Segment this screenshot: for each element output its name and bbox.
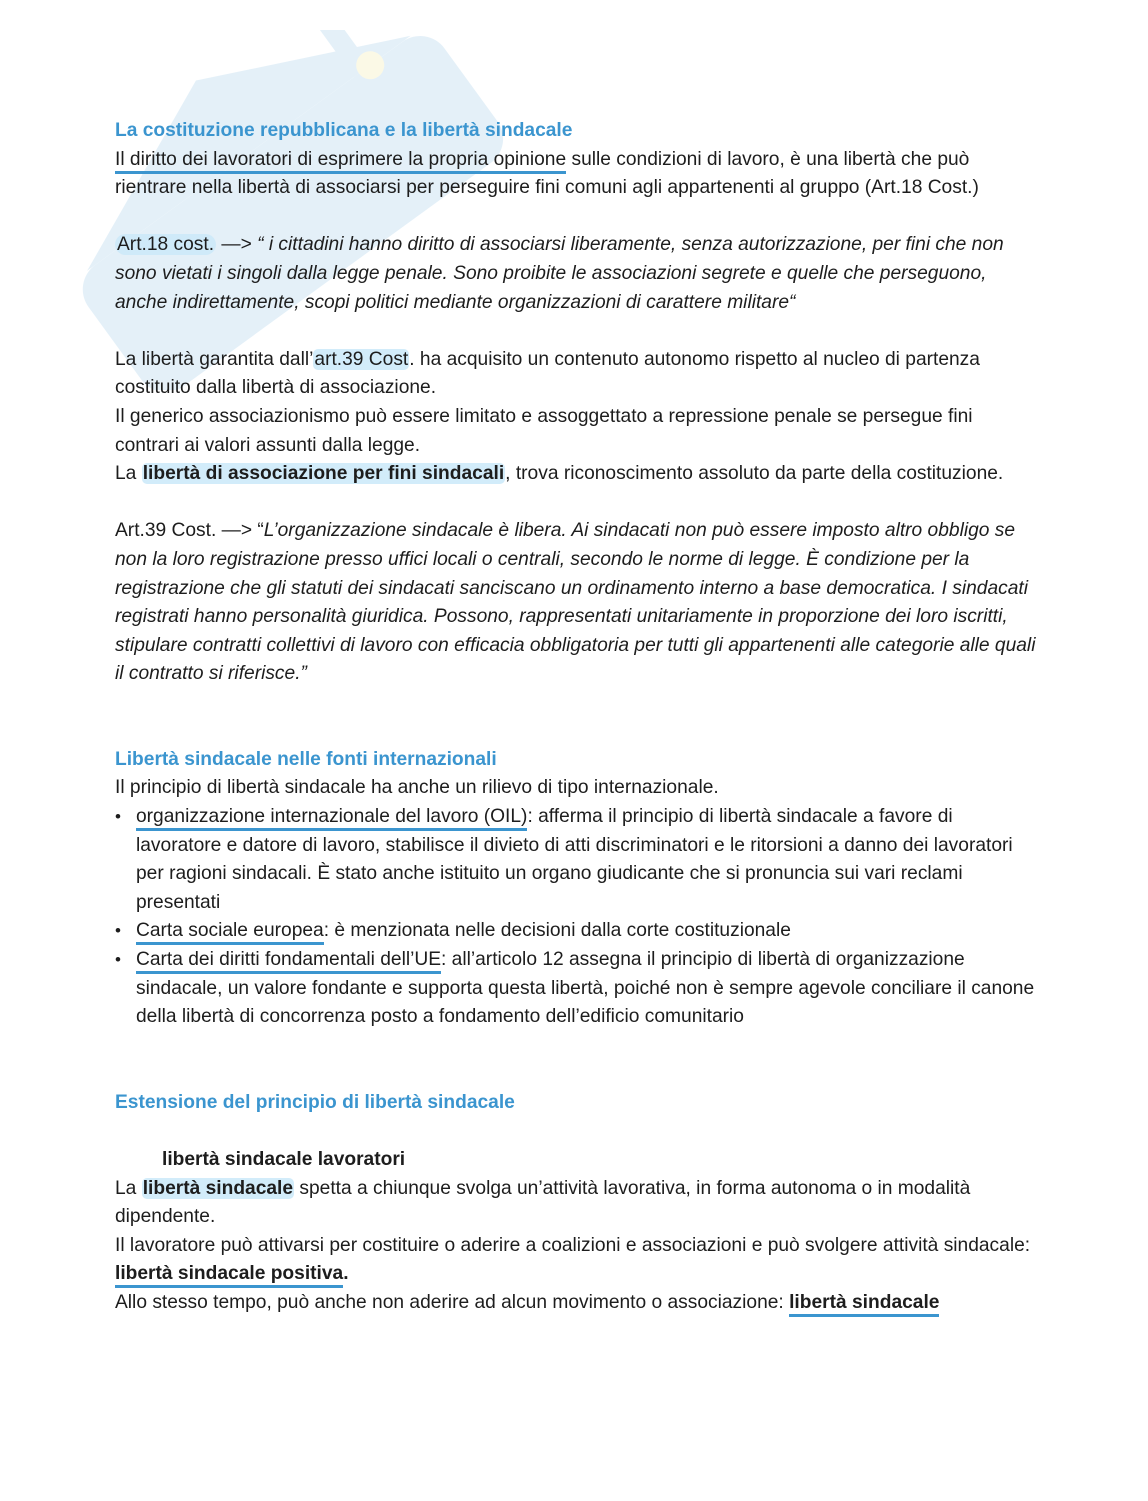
paragraph-associazionismo: Il generico associazionismo può essere limitato e assoggettato a repressione penale se persegue fini contrari ai valori assunti dalla legge.	[115, 405, 973, 456]
art39-quote-paragraph: Art.39 Cost. —> “L’organizzazione sindacale è libera. Ai sindacati non può essere imposto altro obbligo se non la loro registrazione presso uffici locali o centrali, secondo le norme di legge. È condizione per la registrazione che gli statuti dei sindacati sanciscano un ordinamento interno a base democratica. I sindacati registrati hanno personalità giuridica. Possono, rappresentati unitariamente in proporzione dei loro iscritti, stipulare contratti collettivi di lavoro con efficacia obbligatoria per tutti gli appartenenti alle categorie alle quali il contratto si riferisce.”	[115, 520, 1036, 685]
paragraph-diritto-lavoratori: Il diritto dei lavoratori di esprimere la propria opinione sulle condizioni di lavoro, è una libertà che può rientrare nella libertà di associarsi per perseguire fini comuni agli appartenenti al gruppo (Art.18 Cost.)	[115, 148, 979, 199]
art18-quote-paragraph: Art.18 cost. —> “ i cittadini hanno diritto di associarsi liberamente, senza autorizzazione, per fini che non sono vietati i singoli dalla legge penale. Sono proibite le associazioni segrete e quelle che perseguono, anche indirettamente, scopi politici mediante organizzazioni di carattere militare“	[115, 234, 1004, 313]
paragraph-non-aderire: Allo stesso tempo, può anche non aderire ad alcun movimento o associazione: libertà sindacale	[115, 1289, 1040, 1318]
art39-highlight: art.39 Cost	[314, 348, 409, 370]
paragraph-rilievo-internazionale: Il principio di libertà sindacale ha anche un rilievo di tipo internazionale.	[115, 777, 719, 799]
art39-quote: L’organizzazione sindacale è libera. Ai sindacati non può essere imposto altro obbligo se non la loro registrazione presso uffici locali o centrali, secondo le norme di legge. È condizione per la registrazione che gli statuti dei sindacati sanciscano un ordinamento interno a base democratica. I sindacati registrati hanno personalità giuridica. Possono, rappresentati unitariamente in proporzione dei loro iscritti, stipulare contratti collettivi di lavoro con efficacia obbligatoria per tutti gli appartenenti alle categorie alle quali il contratto si riferisce.”	[115, 520, 1036, 685]
section-heading-estensione: Estensione del principio di libertà sindacale	[115, 1091, 515, 1113]
section-heading-costituzione: La costituzione repubblicana e la libertà sindacale	[115, 120, 573, 141]
art18-quote: “ i cittadini hanno diritto di associarsi liberamente, senza autorizzazione, per fini che non sono vietati i singoli dalla legge penale. Sono proibite le associazioni segrete e quelle che perseguono, anche indirettamente, scopi politici mediante organizzazioni di carattere militare“	[115, 234, 1004, 313]
highlight-liberta-sindacale: libertà sindacale	[142, 1177, 294, 1199]
highlight-fini-sindacali: libertà di associazione per fini sindacali	[142, 463, 505, 485]
underlined-liberta-positiva: libertà sindacale positiva	[115, 1263, 343, 1288]
list-item: • Carta dei diritti fondamentali dell’UE: all’articolo 12 assegna il principio di libertà di organizzazione sindacale, un valore fondante e supporta questa libertà, poiché non è sempre agevole conciliare il canone della libertà di concorrenza posto a fondamento dell’edificio comunitario	[115, 946, 1040, 1032]
paragraph-liberta-positiva: Il lavoratore può attivarsi per costituire o aderire a coalizioni e associazioni e può svolgere attività sindacale: libertà sindacale positiva.	[115, 1232, 1040, 1289]
list-item: • Carta sociale europea: è menzionata nelle decisioni dalla corte costituzionale	[115, 917, 1040, 946]
art39-reference: Art.39 Cost.	[115, 520, 217, 542]
art18-reference: Art.18 cost.	[117, 234, 215, 256]
list-item: • organizzazione internazionale del lavoro (OIL): afferma il principio di libertà sindacale a favore di lavoratore e datore di lavoro, stabilisce il divieto di atti discriminatori e le ritorsioni a danno dei lavoratori per ragioni sindacali. È stato anche istituito un organo giudicante che si pronuncia sui vari reclami presentati	[115, 803, 1040, 917]
underlined-liberta-sindacale: libertà sindacale	[789, 1292, 939, 1317]
paragraph-art39-autonomo: La libertà garantita dall’art.39 Cost. ha acquisito un contenuto autonomo rispetto al nucleo di partenza costituito dalla libertà di associazione.	[115, 348, 980, 399]
paragraph-fini-sindacali: La libertà di associazione per fini sindacali, trova riconoscimento assoluto da parte della costituzione.	[115, 463, 1004, 485]
document-page	[115, 117, 1040, 1318]
subheading-liberta-lavoratori: libertà sindacale lavoratori	[162, 1149, 406, 1170]
section-heading-fonti-internazionali: Libertà sindacale nelle fonti internazionali	[115, 748, 497, 770]
paragraph-spetta-chiunque: La libertà sindacale spetta a chiunque svolga un’attività lavorativa, in forma autonoma o in modalità dipendente.	[115, 1177, 971, 1228]
fonti-list	[115, 803, 1040, 1032]
underlined-phrase: Il diritto dei lavoratori di esprimere la propria opinione	[115, 149, 566, 174]
